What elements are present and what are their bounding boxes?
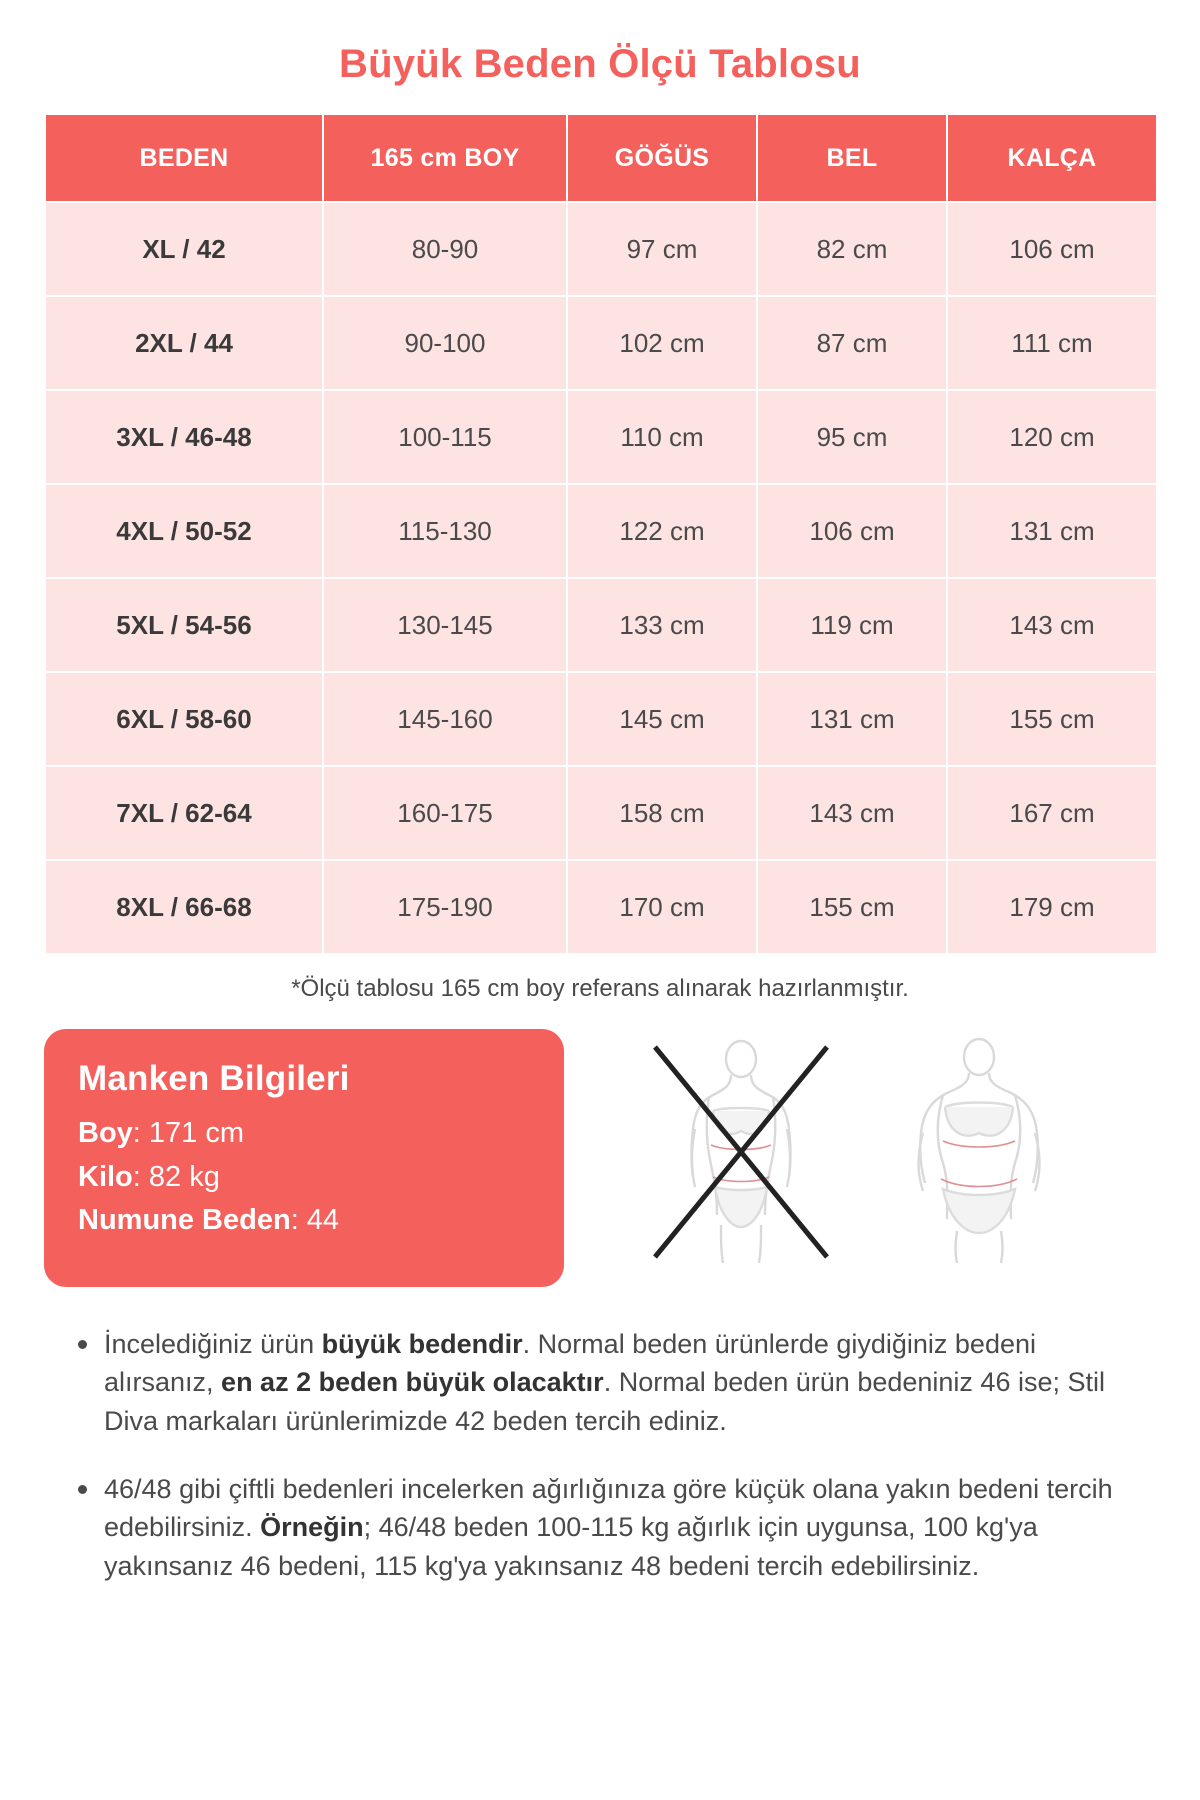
model-height-value: : 171 cm bbox=[132, 1117, 245, 1149]
cell-measure: 167 cm bbox=[947, 766, 1157, 860]
cell-measure: 158 cm bbox=[567, 766, 757, 860]
cell-measure: 131 cm bbox=[947, 484, 1157, 578]
cell-size: 7XL / 62-64 bbox=[45, 766, 323, 860]
model-sample-size-row bbox=[78, 1202, 530, 1239]
cell-measure: 106 cm bbox=[757, 484, 947, 578]
cell-measure: 106 cm bbox=[947, 202, 1157, 296]
model-weight-label: Kilo bbox=[78, 1160, 133, 1193]
table-footnote: *Ölçü tablosu 165 cm boy referans alınarak hazırlanmıştır. bbox=[291, 975, 909, 1002]
cell-measure: 100-115 bbox=[323, 390, 567, 484]
body-figures bbox=[564, 1029, 1156, 1267]
cell-measure: 175-190 bbox=[323, 860, 567, 954]
cell-measure: 145-160 bbox=[323, 672, 567, 766]
cell-measure: 97 cm bbox=[567, 202, 757, 296]
cell-size: 2XL / 44 bbox=[45, 296, 323, 390]
note-emphasis: büyük bedendir bbox=[321, 1329, 523, 1359]
cell-measure: 110 cm bbox=[567, 390, 757, 484]
model-height-label: Boy bbox=[78, 1117, 133, 1149]
cell-size: XL / 42 bbox=[45, 202, 323, 296]
table-row bbox=[45, 484, 1157, 578]
cell-measure: 145 cm bbox=[567, 672, 757, 766]
slim-body-figure-icon bbox=[651, 1037, 831, 1267]
cell-measure: 133 cm bbox=[567, 578, 757, 672]
cell-measure: 160-175 bbox=[323, 766, 567, 860]
model-sample-size-label: Numune Beden bbox=[78, 1204, 291, 1237]
cell-measure: 143 cm bbox=[757, 766, 947, 860]
table-row bbox=[45, 296, 1157, 390]
model-weight-value: : 82 kg bbox=[132, 1160, 220, 1193]
cell-measure: 119 cm bbox=[757, 578, 947, 672]
cell-size: 5XL / 54-56 bbox=[45, 578, 323, 672]
table-row bbox=[45, 390, 1157, 484]
table-header-row bbox=[45, 114, 1157, 202]
cell-measure: 179 cm bbox=[947, 860, 1157, 954]
note-emphasis: en az 2 beden büyük olacaktır bbox=[221, 1367, 604, 1398]
cell-measure: 95 cm bbox=[757, 390, 947, 484]
cell-measure: 80-90 bbox=[323, 202, 567, 296]
plus-size-body-figure-icon bbox=[889, 1037, 1069, 1267]
table-row bbox=[45, 578, 1157, 672]
cell-measure: 130-145 bbox=[323, 578, 567, 672]
model-height-row bbox=[78, 1115, 530, 1152]
note-text: ; 46/48 beden 100-115 kg ağırlık için uygunsa, 100 kg'ya yakınsanız 46 bedeni, 115 kg'ya yakınsanız 48 bedeni tercih edebilirsiniz. bbox=[104, 1512, 1038, 1581]
column-header-boy: 165 cm BOY bbox=[323, 114, 567, 202]
cell-size: 6XL / 58-60 bbox=[45, 672, 323, 766]
plus-figure-wrap bbox=[889, 1037, 1069, 1267]
cell-measure: 82 cm bbox=[757, 202, 947, 296]
column-header-kalca: KALÇA bbox=[947, 114, 1157, 202]
table-body bbox=[45, 202, 1157, 954]
column-header-beden: BEDEN bbox=[45, 114, 323, 202]
column-header-gogus: GÖĞÜS bbox=[567, 114, 757, 202]
cell-measure: 155 cm bbox=[757, 860, 947, 954]
note-text: . Normal beden ürün bedeniniz 46 ise; Stil Diva markaları ürünlerimizde 42 beden tercih ediniz. bbox=[104, 1367, 1105, 1436]
model-sample-size-value: : 44 bbox=[290, 1204, 340, 1237]
model-weight-row bbox=[78, 1159, 530, 1196]
slim-figure-wrap bbox=[651, 1037, 831, 1267]
cell-measure: 115-130 bbox=[323, 484, 567, 578]
column-header-bel: BEL bbox=[757, 114, 947, 202]
cell-measure: 170 cm bbox=[567, 860, 757, 954]
table-row bbox=[45, 672, 1157, 766]
cell-measure: 90-100 bbox=[323, 296, 567, 390]
model-info-card bbox=[44, 1029, 564, 1287]
cell-measure: 102 cm bbox=[567, 296, 757, 390]
table-row bbox=[45, 766, 1157, 860]
cell-size: 8XL / 66-68 bbox=[45, 860, 323, 954]
note-item bbox=[78, 1325, 1150, 1440]
note-text: İncelediğiniz ürün bbox=[104, 1329, 322, 1359]
table-row bbox=[45, 202, 1157, 296]
page-title: Büyük Beden Ölçü Tablosu bbox=[339, 42, 861, 86]
cell-measure: 87 cm bbox=[757, 296, 947, 390]
cell-measure: 143 cm bbox=[947, 578, 1157, 672]
cell-measure: 120 cm bbox=[947, 390, 1157, 484]
cell-measure: 122 cm bbox=[567, 484, 757, 578]
cell-size: 3XL / 46-48 bbox=[45, 390, 323, 484]
cell-size: 4XL / 50-52 bbox=[45, 484, 323, 578]
cell-measure: 155 cm bbox=[947, 672, 1157, 766]
cell-measure: 131 cm bbox=[757, 672, 947, 766]
model-info-section bbox=[44, 1029, 1156, 1299]
size-table bbox=[44, 113, 1158, 955]
note-text: 46/48 gibi çiftli bedenleri incelerken ağırlığınıza göre küçük olana yakın bedeni tercih edebilirsiniz. bbox=[104, 1473, 1113, 1543]
notes-list bbox=[44, 1325, 1156, 1585]
note-item bbox=[78, 1470, 1150, 1585]
cell-measure: 111 cm bbox=[947, 296, 1157, 390]
note-text: . Normal beden ürünlerde giydiğiniz bedeni alırsanız, bbox=[104, 1329, 1036, 1398]
table-row bbox=[45, 860, 1157, 954]
model-card-heading: Manken Bilgileri bbox=[78, 1059, 350, 1098]
note-emphasis: Örneğin bbox=[260, 1512, 364, 1543]
